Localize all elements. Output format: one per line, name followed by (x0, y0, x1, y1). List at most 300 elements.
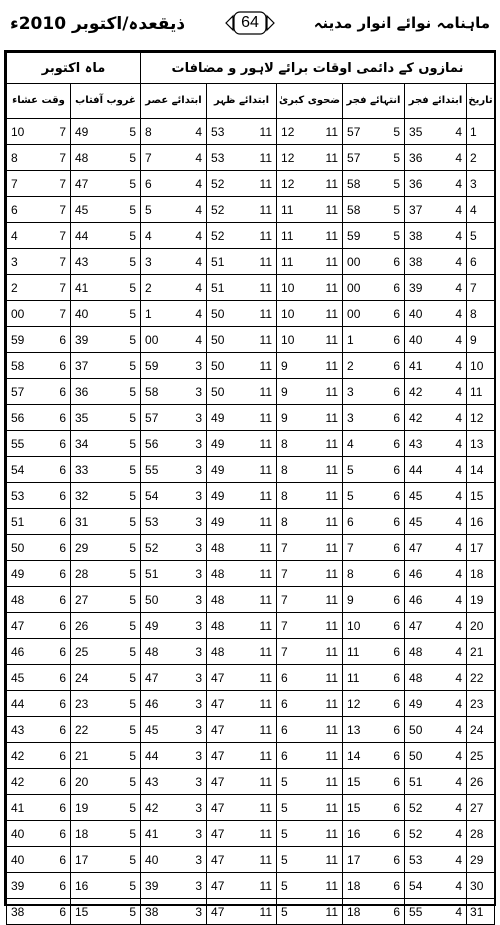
hours: 5 (129, 618, 137, 633)
minutes: 40 (145, 852, 159, 867)
hours: 11 (325, 358, 339, 373)
time-cell (405, 223, 467, 249)
time-cell (207, 613, 277, 639)
hours: 11 (325, 384, 339, 399)
time-cell (343, 145, 405, 171)
table-row (7, 899, 495, 925)
minutes: 33 (75, 462, 89, 477)
time-cell (405, 691, 467, 717)
hours: 4 (455, 904, 463, 919)
date-cell: 14 (467, 457, 495, 483)
time-cell (405, 457, 467, 483)
hours: 3 (195, 748, 203, 763)
hours: 11 (259, 878, 273, 893)
time-cell (343, 509, 405, 535)
time-cell (343, 613, 405, 639)
minutes: 46 (145, 696, 159, 711)
time-cell (207, 145, 277, 171)
time-cell (207, 509, 277, 535)
time-cell (7, 561, 71, 587)
time-cell (277, 223, 343, 249)
table-row (7, 587, 495, 613)
date-cell: 18 (467, 561, 495, 587)
time-cell (405, 509, 467, 535)
hours: 5 (393, 124, 401, 139)
time-cell (277, 379, 343, 405)
minutes: 7 (347, 540, 354, 555)
minutes: 6 (281, 696, 288, 711)
date-cell: 2 (467, 145, 495, 171)
hours: 4 (195, 306, 203, 321)
minutes: 48 (211, 566, 225, 581)
time-cell (141, 769, 207, 795)
minutes: 23 (75, 696, 89, 711)
minutes: 48 (409, 644, 423, 659)
table-row (7, 457, 495, 483)
hours: 11 (325, 592, 339, 607)
hours: 5 (129, 852, 137, 867)
hours: 6 (393, 722, 401, 737)
table-row (7, 171, 495, 197)
time-cell (277, 483, 343, 509)
column-headers (7, 84, 495, 119)
time-cell (343, 483, 405, 509)
minutes: 55 (11, 436, 25, 451)
time-cell (277, 691, 343, 717)
time-cell (71, 431, 141, 457)
hours: 11 (259, 826, 273, 841)
table-row (7, 743, 495, 769)
time-cell (207, 795, 277, 821)
minutes: 47 (211, 748, 225, 763)
date-cell: 7 (467, 275, 495, 301)
minutes: 51 (211, 280, 225, 295)
hours: 5 (129, 254, 137, 269)
hours: 11 (259, 332, 273, 347)
hours: 6 (59, 800, 66, 815)
time-cell (141, 587, 207, 613)
page-number: 64 (241, 14, 259, 31)
time-cell (207, 769, 277, 795)
hours: 6 (59, 904, 66, 919)
time-cell (343, 223, 405, 249)
minutes: 00 (145, 332, 159, 347)
table-row (7, 483, 495, 509)
minutes: 38 (145, 904, 159, 919)
column-header: وقت عشاء (7, 84, 71, 119)
hours: 6 (393, 488, 401, 503)
hours: 6 (393, 384, 401, 399)
column-header: ابتدائے ظہر (207, 84, 277, 119)
minutes: 38 (409, 228, 423, 243)
hours: 6 (393, 306, 401, 321)
minutes: 7 (281, 566, 288, 581)
minutes: 49 (211, 488, 225, 503)
hours: 11 (325, 202, 339, 217)
hours: 11 (325, 696, 339, 711)
hours: 5 (129, 514, 137, 529)
minutes: 47 (211, 800, 225, 815)
time-cell (405, 431, 467, 457)
time-cell (405, 353, 467, 379)
time-cell (277, 171, 343, 197)
minutes: 47 (211, 696, 225, 711)
time-cell (277, 405, 343, 431)
table-row (7, 873, 495, 899)
table-row (7, 613, 495, 639)
time-cell (343, 639, 405, 665)
time-cell (207, 639, 277, 665)
time-cell (405, 873, 467, 899)
time-cell (405, 535, 467, 561)
hours: 6 (393, 358, 401, 373)
time-cell (71, 873, 141, 899)
hours: 5 (129, 644, 137, 659)
minutes: 49 (11, 566, 25, 581)
time-cell (7, 171, 71, 197)
time-cell (343, 873, 405, 899)
minutes: 26 (75, 618, 89, 633)
time-cell (141, 691, 207, 717)
time-cell (343, 457, 405, 483)
minutes: 47 (211, 722, 225, 737)
hours: 11 (259, 592, 273, 607)
time-cell (71, 457, 141, 483)
minutes: 52 (145, 540, 159, 555)
time-cell (71, 535, 141, 561)
hours: 11 (325, 540, 339, 555)
time-cell (7, 119, 71, 145)
minutes: 53 (211, 124, 225, 139)
hours: 11 (325, 904, 339, 919)
hours: 11 (325, 852, 339, 867)
minutes: 47 (211, 826, 225, 841)
hours: 11 (325, 748, 339, 763)
minutes: 49 (145, 618, 159, 633)
minutes: 57 (347, 124, 361, 139)
minutes: 7 (281, 618, 288, 633)
time-cell (277, 717, 343, 743)
hours: 4 (455, 618, 463, 633)
time-cell (343, 899, 405, 925)
minutes: 4 (145, 228, 152, 243)
time-cell (71, 639, 141, 665)
minutes: 32 (75, 488, 89, 503)
minutes: 50 (211, 332, 225, 347)
hours: 6 (393, 592, 401, 607)
date-cell: 3 (467, 171, 495, 197)
hours: 11 (259, 202, 273, 217)
hours: 11 (325, 228, 339, 243)
time-cell (343, 301, 405, 327)
minutes: 47 (409, 618, 423, 633)
minutes: 59 (11, 332, 25, 347)
date-cell: 25 (467, 743, 495, 769)
time-cell (405, 119, 467, 145)
time-cell (207, 561, 277, 587)
minutes: 8 (145, 124, 152, 139)
time-cell (141, 561, 207, 587)
hours: 4 (455, 722, 463, 737)
hours: 3 (195, 540, 203, 555)
hours: 4 (455, 332, 463, 347)
minutes: 50 (409, 722, 423, 737)
time-cell (7, 769, 71, 795)
minutes: 45 (409, 514, 423, 529)
time-cell (277, 509, 343, 535)
time-cell (7, 145, 71, 171)
hours: 11 (259, 410, 273, 425)
hours: 3 (195, 358, 203, 373)
minutes: 1 (145, 306, 152, 321)
time-cell (207, 821, 277, 847)
hours: 5 (129, 124, 137, 139)
date-cell: 16 (467, 509, 495, 535)
minutes: 6 (347, 514, 354, 529)
minutes: 41 (75, 280, 89, 295)
minutes: 42 (11, 748, 25, 763)
hours: 11 (325, 826, 339, 841)
hours: 11 (325, 410, 339, 425)
time-cell (141, 353, 207, 379)
date-cell: 15 (467, 483, 495, 509)
hours: 11 (259, 748, 273, 763)
minutes: 10 (281, 332, 295, 347)
hours: 7 (59, 228, 66, 243)
hours: 6 (59, 436, 66, 451)
time-cell (405, 405, 467, 431)
table-row (7, 639, 495, 665)
minutes: 48 (211, 644, 225, 659)
minutes: 12 (347, 696, 361, 711)
hours: 4 (455, 410, 463, 425)
time-cell (141, 119, 207, 145)
minutes: 31 (75, 514, 89, 529)
minutes: 11 (347, 670, 360, 685)
minutes: 38 (11, 904, 25, 919)
table-row (7, 431, 495, 457)
time-cell (207, 379, 277, 405)
hours: 6 (393, 826, 401, 841)
time-cell (277, 249, 343, 275)
hours: 3 (195, 592, 203, 607)
time-cell (7, 353, 71, 379)
hours: 6 (59, 384, 66, 399)
time-cell (71, 327, 141, 353)
time-cell (277, 613, 343, 639)
time-cell (405, 613, 467, 639)
minutes: 49 (211, 410, 225, 425)
hours: 3 (195, 618, 203, 633)
hours: 7 (59, 280, 66, 295)
minutes: 40 (409, 306, 423, 321)
minutes: 51 (145, 566, 159, 581)
minutes: 12 (281, 124, 295, 139)
table-row (7, 795, 495, 821)
minutes: 36 (75, 384, 89, 399)
hours: 11 (259, 800, 273, 815)
hours: 5 (393, 176, 401, 191)
minutes: 47 (211, 852, 225, 867)
hours: 3 (195, 800, 203, 815)
minutes: 16 (75, 878, 89, 893)
time-cell (405, 561, 467, 587)
column-header: تاریخ (467, 84, 495, 119)
hours: 6 (59, 696, 66, 711)
minutes: 37 (409, 202, 423, 217)
hours: 4 (455, 124, 463, 139)
time-cell (7, 509, 71, 535)
minutes: 20 (75, 774, 89, 789)
hours: 11 (259, 618, 273, 633)
time-cell (207, 405, 277, 431)
time-cell (405, 145, 467, 171)
minutes: 47 (211, 878, 225, 893)
minutes: 6 (281, 670, 288, 685)
time-cell (141, 249, 207, 275)
hours: 5 (129, 462, 137, 477)
minutes: 47 (11, 618, 25, 633)
time-cell (71, 899, 141, 925)
minutes: 57 (145, 410, 159, 425)
minutes: 14 (347, 748, 361, 763)
time-cell (343, 249, 405, 275)
time-cell (7, 717, 71, 743)
time-cell (141, 275, 207, 301)
time-cell (71, 691, 141, 717)
hours: 6 (59, 722, 66, 737)
date-cell: 23 (467, 691, 495, 717)
minutes: 2 (145, 280, 152, 295)
minutes: 16 (347, 826, 361, 841)
minutes: 18 (347, 878, 361, 893)
hours: 3 (195, 514, 203, 529)
minutes: 5 (281, 826, 288, 841)
time-cell (343, 769, 405, 795)
hours: 11 (325, 488, 339, 503)
minutes: 53 (409, 852, 423, 867)
hours: 6 (393, 514, 401, 529)
hours: 6 (393, 748, 401, 763)
time-cell (71, 717, 141, 743)
time-cell (71, 483, 141, 509)
hours: 4 (455, 306, 463, 321)
minutes: 00 (11, 306, 25, 321)
time-cell (7, 587, 71, 613)
hours: 4 (195, 332, 203, 347)
time-cell (141, 873, 207, 899)
date-cell: 27 (467, 795, 495, 821)
time-cell (7, 275, 71, 301)
hours: 11 (259, 722, 273, 737)
minutes: 53 (211, 150, 225, 165)
time-cell (277, 587, 343, 613)
hours: 5 (129, 566, 137, 581)
hours: 3 (195, 566, 203, 581)
minutes: 43 (11, 722, 25, 737)
hours: 6 (393, 254, 401, 269)
time-cell (7, 405, 71, 431)
hours: 5 (129, 150, 137, 165)
time-cell (277, 639, 343, 665)
time-cell (71, 561, 141, 587)
hours: 3 (195, 436, 203, 451)
hours: 11 (325, 722, 339, 737)
minutes: 24 (75, 670, 89, 685)
time-cell (71, 509, 141, 535)
minutes: 47 (145, 670, 159, 685)
hours: 3 (195, 826, 203, 841)
hours: 5 (129, 202, 137, 217)
hours: 4 (195, 176, 203, 191)
hours: 3 (195, 774, 203, 789)
time-cell (141, 743, 207, 769)
hours: 11 (325, 800, 339, 815)
minutes: 22 (75, 722, 89, 737)
minutes: 8 (281, 514, 288, 529)
hours: 6 (393, 618, 401, 633)
hours: 6 (59, 774, 66, 789)
minutes: 13 (347, 722, 361, 737)
minutes: 50 (11, 540, 25, 555)
time-cell (7, 379, 71, 405)
hours: 11 (259, 358, 273, 373)
time-cell (405, 743, 467, 769)
minutes: 45 (75, 202, 89, 217)
time-cell (405, 301, 467, 327)
minutes: 8 (347, 566, 354, 581)
time-cell (343, 119, 405, 145)
time-cell (343, 379, 405, 405)
minutes: 39 (11, 878, 25, 893)
hours: 3 (195, 410, 203, 425)
minutes: 49 (409, 696, 423, 711)
time-cell (7, 249, 71, 275)
minutes: 45 (409, 488, 423, 503)
minutes: 58 (145, 384, 159, 399)
hours: 3 (195, 488, 203, 503)
hours: 11 (325, 462, 339, 477)
time-cell (7, 613, 71, 639)
hours: 11 (325, 566, 339, 581)
minutes: 47 (409, 540, 423, 555)
hours: 7 (59, 306, 66, 321)
time-cell (7, 691, 71, 717)
time-cell (71, 301, 141, 327)
time-cell (207, 249, 277, 275)
minutes: 48 (75, 150, 89, 165)
minutes: 5 (281, 800, 288, 815)
minutes: 9 (281, 384, 288, 399)
time-cell (141, 379, 207, 405)
hours: 6 (393, 332, 401, 347)
time-cell (7, 483, 71, 509)
time-cell (405, 639, 467, 665)
hours: 6 (59, 826, 66, 841)
time-cell (207, 353, 277, 379)
date-cell: 24 (467, 717, 495, 743)
minutes: 1 (347, 332, 354, 347)
prayer-times-table (4, 50, 496, 919)
table-row (7, 301, 495, 327)
time-cell (207, 665, 277, 691)
hours: 5 (129, 332, 137, 347)
hours: 6 (393, 436, 401, 451)
hours: 4 (195, 202, 203, 217)
time-cell (141, 457, 207, 483)
hours: 4 (455, 254, 463, 269)
table-row (7, 353, 495, 379)
